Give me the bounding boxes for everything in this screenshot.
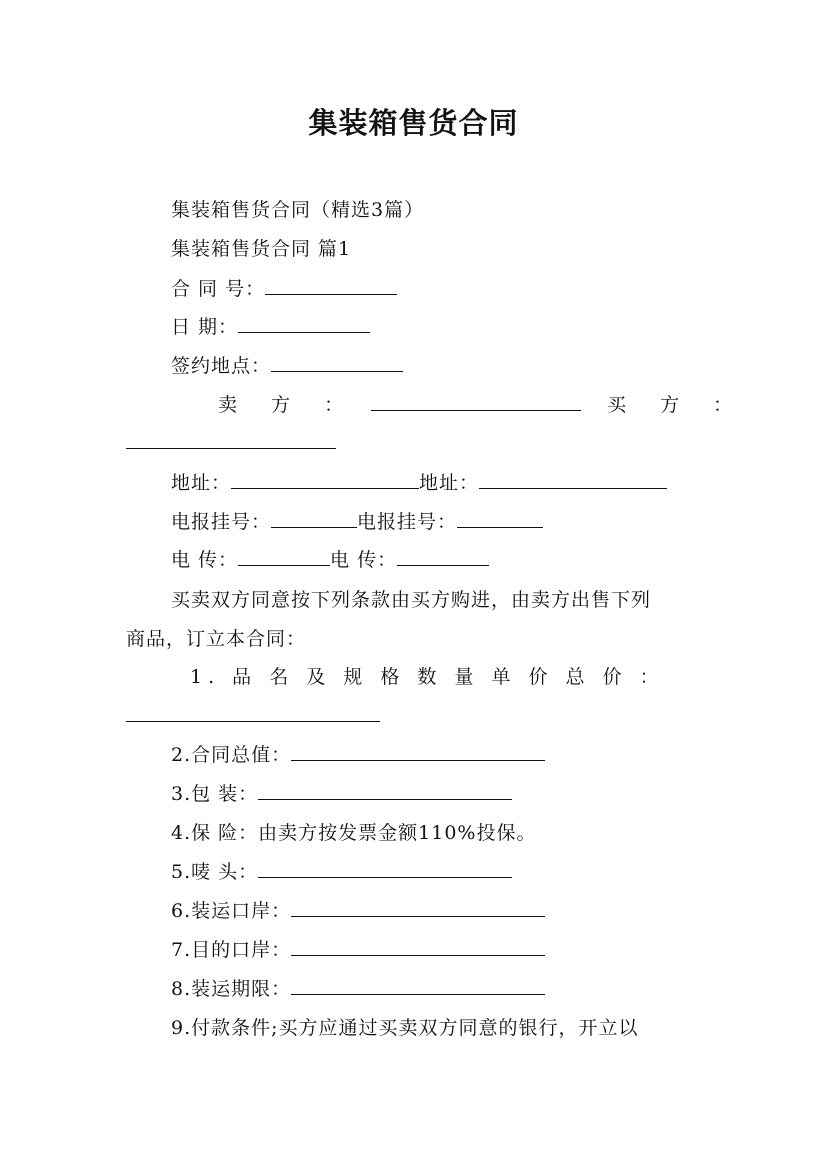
- seller-blank: [371, 392, 581, 411]
- place-label: 签约地点：: [171, 355, 272, 377]
- item-3-blank: [258, 781, 512, 800]
- buyer-telegram-blank: [457, 509, 543, 528]
- seller-telegram-blank: [271, 509, 357, 528]
- seller-address-label: 地址：: [171, 472, 232, 494]
- buyer-label: 买 方 ：: [607, 394, 747, 416]
- address-row: [171, 470, 667, 496]
- item-5-label: 5.唛 头：: [171, 861, 259, 883]
- item-7-label: 7.目的口岸：: [171, 939, 292, 961]
- item-2-label: 2.合同总值：: [171, 744, 292, 766]
- date-row: [171, 314, 370, 340]
- agreement-line-2: 商品，订立本合同：: [126, 628, 307, 650]
- fax-row: [171, 547, 489, 573]
- contract-no-row: [171, 276, 397, 302]
- buyer-row: [126, 430, 336, 456]
- buyer-fax-blank: [397, 547, 489, 566]
- date-blank: [238, 314, 370, 333]
- telegram-row: [171, 509, 543, 535]
- seller-fax-label: 电 传：: [171, 549, 239, 571]
- item-2-blank: [291, 742, 545, 761]
- item-8-label: 8.装运期限：: [171, 978, 292, 1000]
- item-1-row: [190, 664, 665, 690]
- item-6-row: [171, 898, 545, 924]
- contract-no-label: 合 同 号：: [171, 278, 266, 300]
- seller-buyer-row: [218, 392, 746, 418]
- document-title: 集装箱售货合同: [308, 106, 519, 140]
- item-6-label: 6.装运口岸：: [171, 900, 292, 922]
- item-5-row: [171, 859, 512, 885]
- buyer-blank: [126, 430, 336, 449]
- intro-line: 集装箱售货合同（精选3篇）: [171, 199, 425, 221]
- item-9-row: 9.付款条件;买方应通过买卖双方同意的银行，开立以: [171, 1017, 639, 1039]
- item-3-row: [171, 781, 512, 807]
- date-label: 日 期：: [171, 316, 239, 338]
- place-blank: [271, 353, 403, 372]
- item-1-label: 1. 品 名 及 规 格 数 量 单 价 总 价 ：: [190, 666, 665, 688]
- item-8-blank: [291, 976, 545, 995]
- item-7-row: [171, 937, 545, 963]
- item-7-blank: [291, 937, 545, 956]
- item-3-label: 3.包 装：: [171, 783, 259, 805]
- contract-no-blank: [265, 276, 397, 295]
- item-1-blank-row: [126, 703, 380, 729]
- buyer-fax-label: 电 传：: [330, 549, 398, 571]
- seller-telegram-label: 电报挂号：: [171, 511, 272, 533]
- seller-fax-blank: [238, 547, 330, 566]
- item-4-row: 4.保 险：由卖方按发票金额110%投保。: [171, 822, 537, 844]
- item-5-blank: [258, 859, 512, 878]
- item-8-row: [171, 976, 545, 1002]
- seller-label: 卖 方 ：: [218, 394, 358, 416]
- item-1-blank: [126, 703, 380, 722]
- agreement-line-1: 买卖双方同意按下列条款由买方购进，由卖方出售下列: [171, 589, 652, 611]
- seller-address-blank: [231, 470, 419, 489]
- section-heading: 集装箱售货合同 篇1: [171, 238, 352, 260]
- item-6-blank: [291, 898, 545, 917]
- place-row: [171, 353, 403, 379]
- buyer-address-blank: [479, 470, 667, 489]
- item-2-row: [171, 742, 545, 768]
- buyer-telegram-label: 电报挂号：: [357, 511, 458, 533]
- buyer-address-label: 地址：: [419, 472, 480, 494]
